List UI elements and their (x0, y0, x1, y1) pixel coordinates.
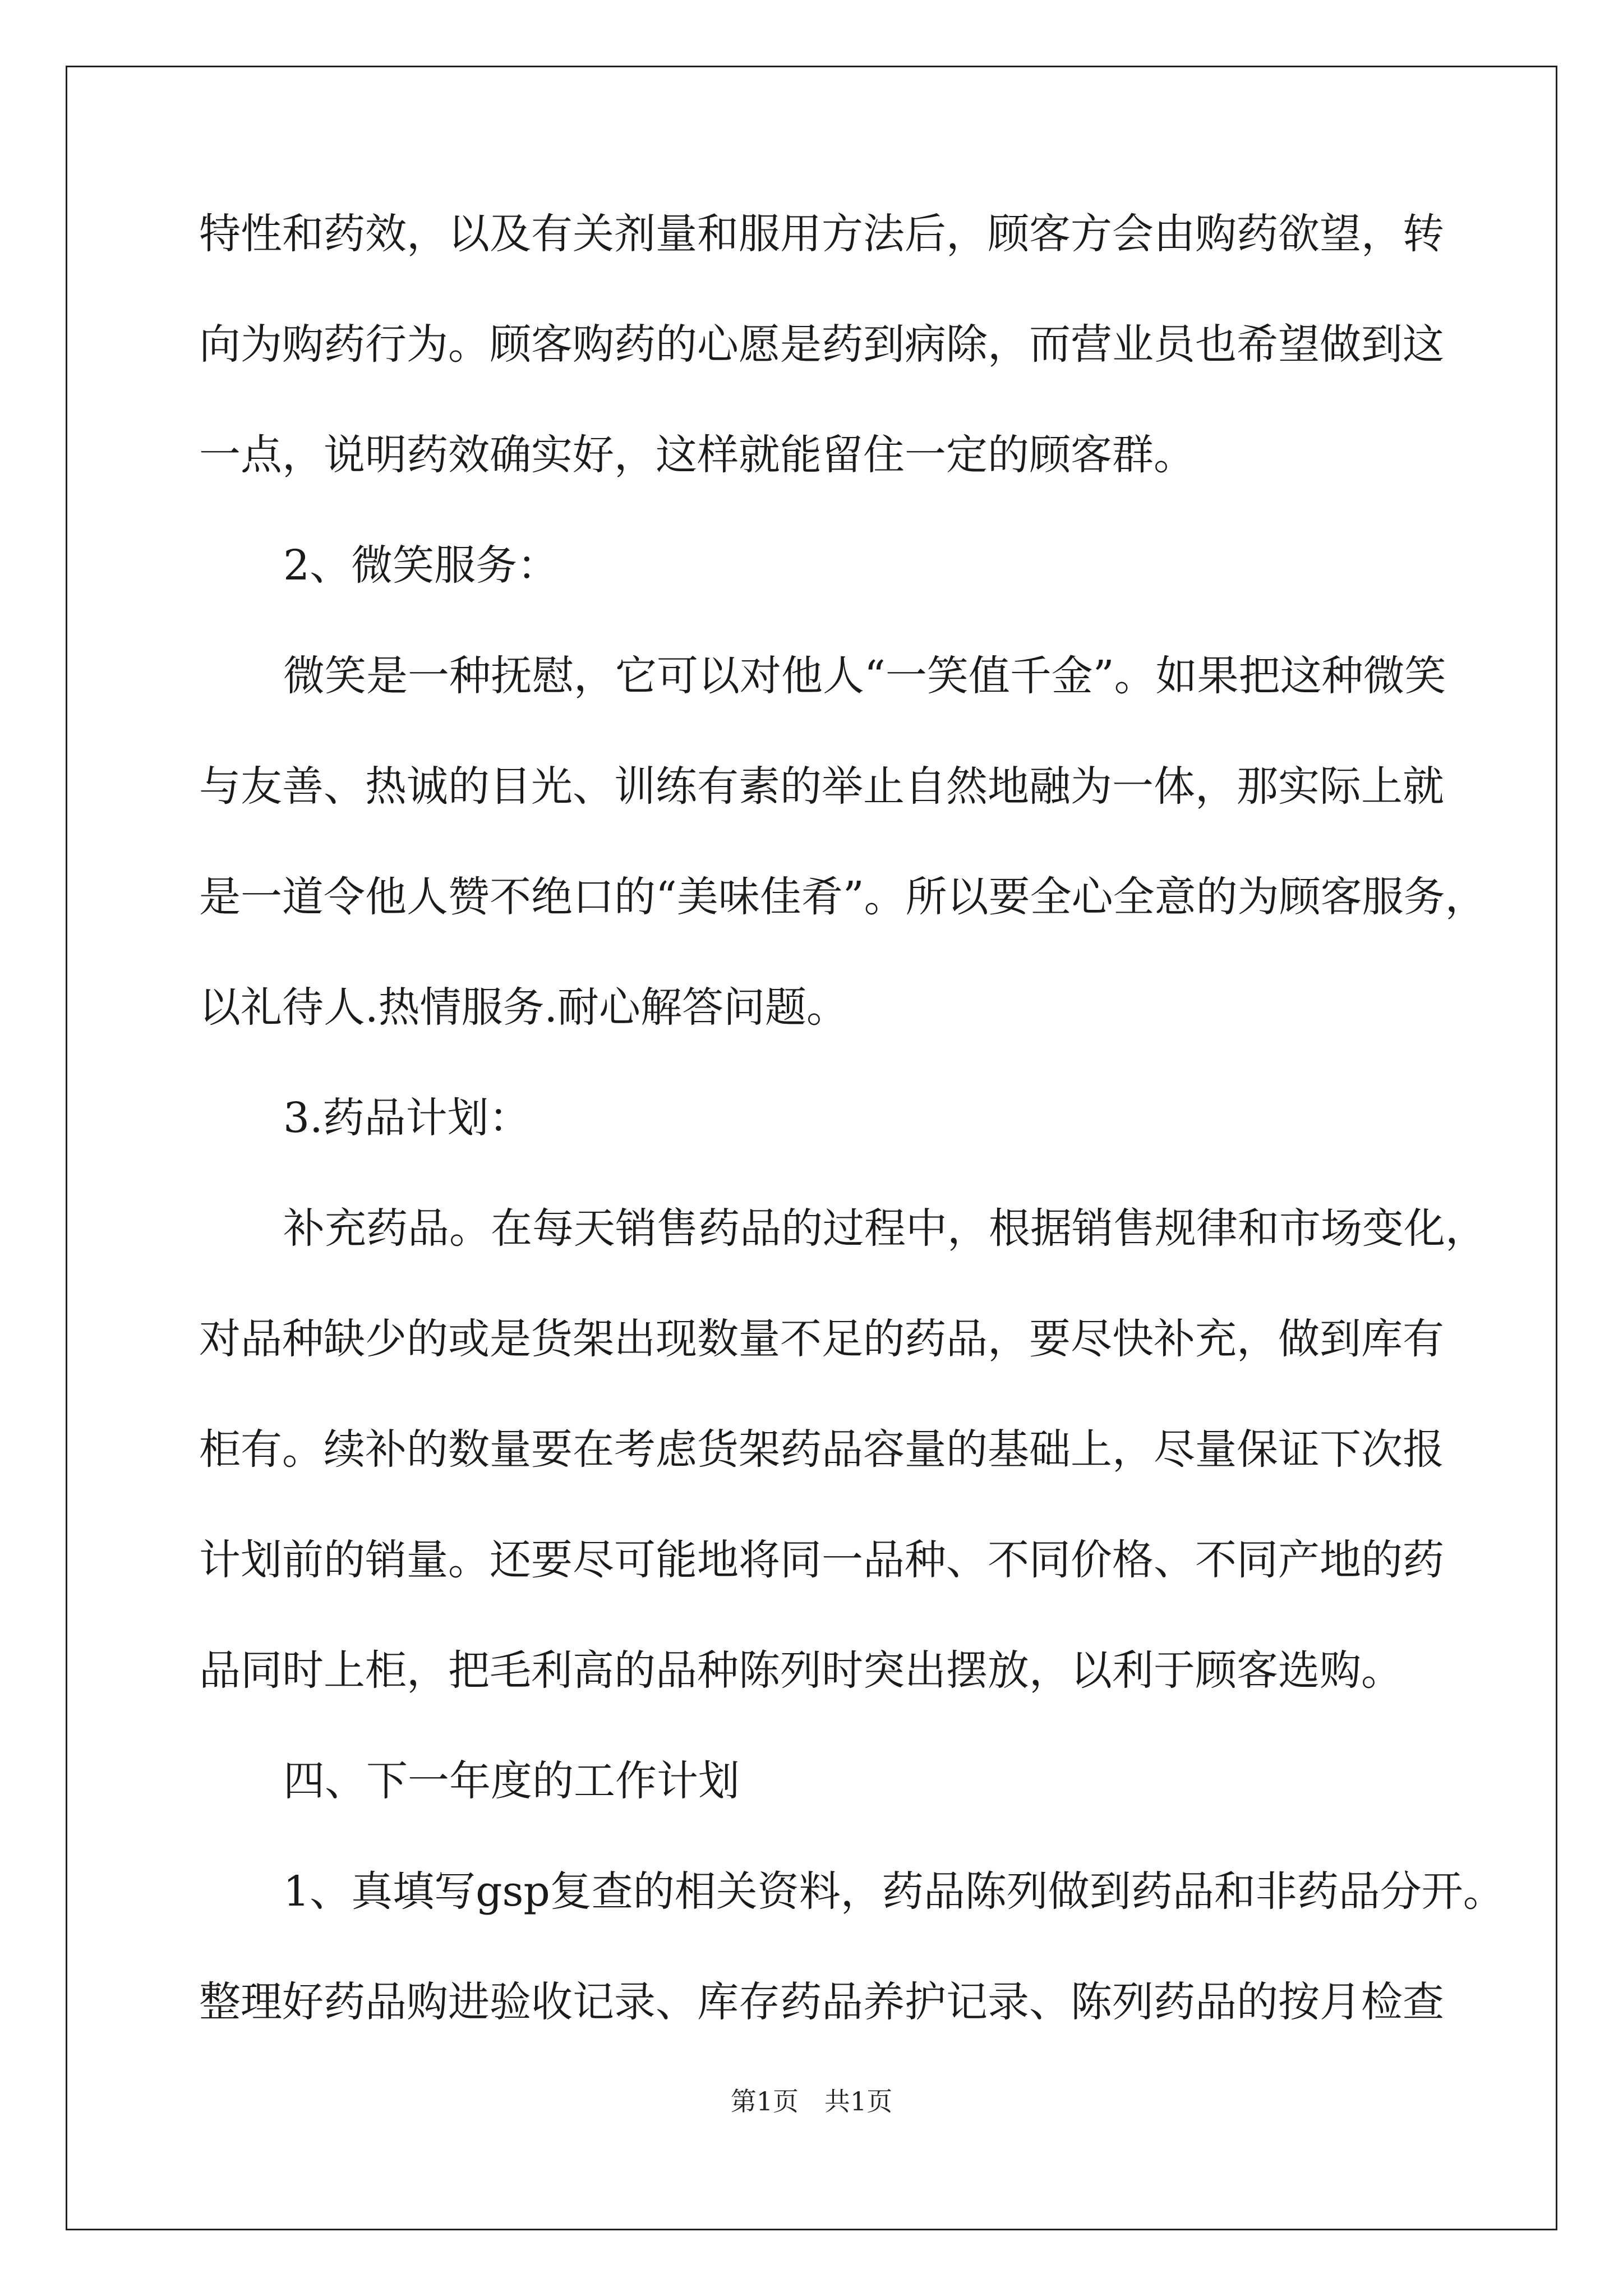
paragraph-line: 计划前的销量。还要尽可能地将同一品种、不同价格、不同产地的药 (199, 1536, 1444, 1584)
paragraph-line: 对品种缺少的或是货架出现数量不足的药品，要尽快补充，做到库有 (199, 1315, 1444, 1363)
paragraph-line: 以礼待人.热情服务.耐心解答问题。 (199, 983, 849, 1032)
document-body (199, 210, 1505, 2092)
section-heading: 3.药品计划： (283, 1094, 531, 1142)
paragraph-line: 是一道令他人赞不绝口的“美味佳肴”。所以要全心全意的为顾客服务， (199, 873, 1487, 921)
paragraph-line: 补充药品。在每天销售药品的过程中，根据销售规律和市场变化， (283, 1204, 1487, 1253)
section-heading: 四、下一年度的工作计划 (283, 1757, 740, 1805)
paragraph-line: 柜有。续补的数量要在考虑货架药品容量的基础上，尽量保证下次报 (199, 1425, 1444, 1474)
paragraph-line: 特性和药效，以及有关剂量和服用方法后，顾客方会由购药欲望，转 (199, 210, 1444, 258)
paragraph-line: 微笑是一种抚慰，它可以对他人“一笑值千金”。如果把这种微笑 (283, 652, 1446, 700)
paragraph-line: 与友善、热诚的目光、训练有素的举止自然地融为一体，那实际上就 (199, 762, 1444, 811)
paragraph-line: 向为购药行为。顾客购药的心愿是药到病除，而营业员也希望做到这 (199, 320, 1444, 369)
section-heading: 2、微笑服务： (283, 541, 559, 590)
paragraph-line: 一点，说明药效确实好，这样就能留住一定的顾客群。 (199, 431, 1195, 479)
paragraph-line: 品同时上柜，把毛利高的品种陈列时突出摆放，以利于顾客选购。 (199, 1646, 1403, 1695)
page-number-footer: 第1页 共1页 (730, 2086, 893, 2116)
paragraph-line: 整理好药品购进验收记录、库存药品养护记录、陈列药品的按月检查 (199, 1978, 1444, 2026)
paragraph-line: 1、真填写gsp复查的相关资料，药品陈列做到药品和非药品分开。 (283, 1867, 1505, 1916)
